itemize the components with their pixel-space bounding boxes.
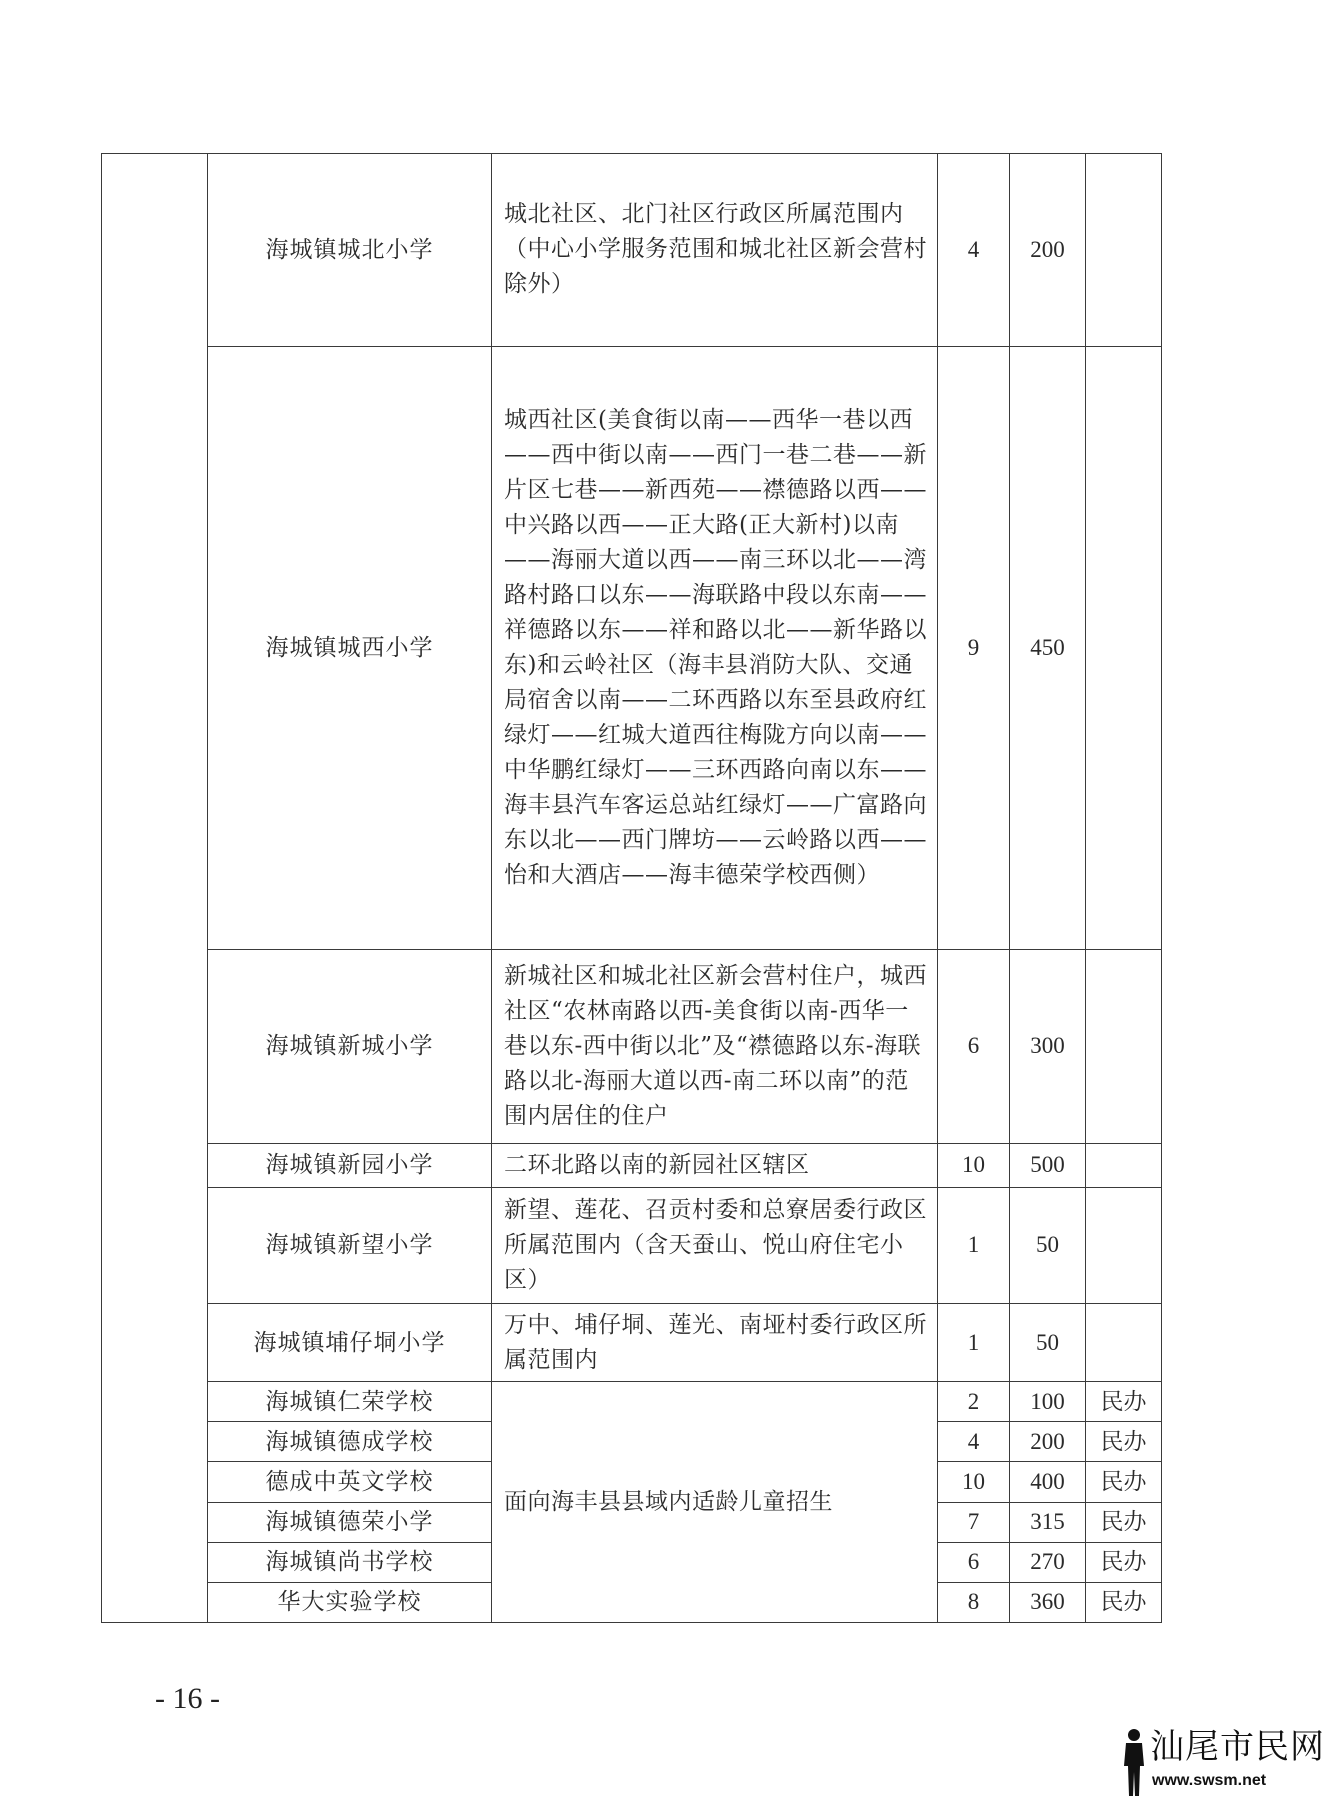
class-count: 10 [938,1462,1010,1502]
class-count: 2 [938,1382,1010,1422]
remark [1086,1143,1162,1187]
student-count: 315 [1010,1502,1086,1542]
remark [1086,1304,1162,1382]
table-row [102,154,1162,347]
enrollment-range: 面向海丰县县域内适龄儿童招生 [492,1382,938,1623]
student-count: 200 [1010,154,1086,347]
school-name: 海城镇德荣小学 [208,1502,492,1542]
watermark-url: www.swsm.net [1152,1772,1267,1789]
school-name: 海城镇新望小学 [208,1187,492,1303]
school-name: 海城镇新城小学 [208,950,492,1144]
enrollment-range: 万中、埔仔垌、莲光、南垭村委行政区所属范围内 [492,1304,938,1382]
school-name: 海城镇仁荣学校 [208,1382,492,1422]
student-count: 200 [1010,1422,1086,1462]
class-count: 4 [938,1422,1010,1462]
remark: 民办 [1086,1462,1162,1502]
student-count: 270 [1010,1542,1086,1582]
school-name: 海城镇埔仔垌小学 [208,1304,492,1382]
class-count: 10 [938,1143,1010,1187]
school-name: 海城镇德成学校 [208,1422,492,1462]
school-name: 海城镇城北小学 [208,154,492,347]
table-row [102,346,1162,950]
table-row [102,950,1162,1144]
class-count: 1 [938,1187,1010,1303]
enrollment-range: 城北社区、北门社区行政区所属范围内（中心小学服务范围和城北社区新会营村除外） [492,154,938,347]
table-row [102,1187,1162,1303]
student-count: 500 [1010,1143,1086,1187]
student-count: 400 [1010,1462,1086,1502]
remark: 民办 [1086,1382,1162,1422]
class-count: 7 [938,1502,1010,1542]
enrollment-range: 城西社区(美食街以南——西华一巷以西——西中街以南——西门一巷二巷——新片区七巷——新西苑——襟德路以西——中兴路以西——正大路(正大新村)以南——海丽大道以西——南三环以北——湾路村路口以东——海联路中段以东南——祥德路以东——祥和路以北——新华路以东)和云岭社区（海丰县消防大队、交通局宿舍以南——二环西路以东至县政府红绿灯——红城大道西往梅陇方向以南——中华鹏红绿灯——三环西路向南以东——海丰县汽车客运总站红绿灯——广富路向东以北——西门牌坊——云岭路以西——怡和大酒店——海丰德荣学校西侧） [492,346,938,950]
person-silhouette-icon [1120,1728,1148,1798]
school-name: 德成中英文学校 [208,1462,492,1502]
class-count: 6 [938,950,1010,1144]
student-count: 300 [1010,950,1086,1144]
class-count: 9 [938,346,1010,950]
remark: 民办 [1086,1502,1162,1542]
table-row [102,1304,1162,1382]
enrollment-range: 新望、莲花、召贡村委和总寮居委行政区所属范围内（含天蚕山、悦山府住宅小区） [492,1187,938,1303]
school-name: 海城镇新园小学 [208,1143,492,1187]
page-number: - 16 - [155,1682,220,1715]
remark: 民办 [1086,1582,1162,1622]
district-cell [102,154,208,1623]
student-count: 50 [1010,1304,1086,1382]
class-count: 4 [938,154,1010,347]
school-name: 华大实验学校 [208,1582,492,1622]
remark [1086,346,1162,950]
student-count: 100 [1010,1382,1086,1422]
enrollment-table [101,153,1162,1623]
remark [1086,1187,1162,1303]
remark [1086,950,1162,1144]
class-count: 1 [938,1304,1010,1382]
school-name: 海城镇尚书学校 [208,1542,492,1582]
table-row [102,1143,1162,1187]
watermark-title: 汕尾市民网 [1150,1727,1325,1767]
remark: 民办 [1086,1422,1162,1462]
class-count: 8 [938,1582,1010,1622]
enrollment-range: 新城社区和城北社区新会营村住户，城西社区“农林南路以西-美食街以南-西华一巷以东-西中街以北”及“襟德路以东-海联路以北-海丽大道以西-南二环以南”的范围内居住的住户 [492,950,938,1144]
class-count: 6 [938,1542,1010,1582]
enrollment-range: 二环北路以南的新园社区辖区 [492,1143,938,1187]
site-watermark [1116,1722,1325,1806]
remark [1086,154,1162,347]
student-count: 450 [1010,346,1086,950]
table-row [102,1382,1162,1422]
school-name: 海城镇城西小学 [208,346,492,950]
student-count: 50 [1010,1187,1086,1303]
remark: 民办 [1086,1542,1162,1582]
student-count: 360 [1010,1582,1086,1622]
